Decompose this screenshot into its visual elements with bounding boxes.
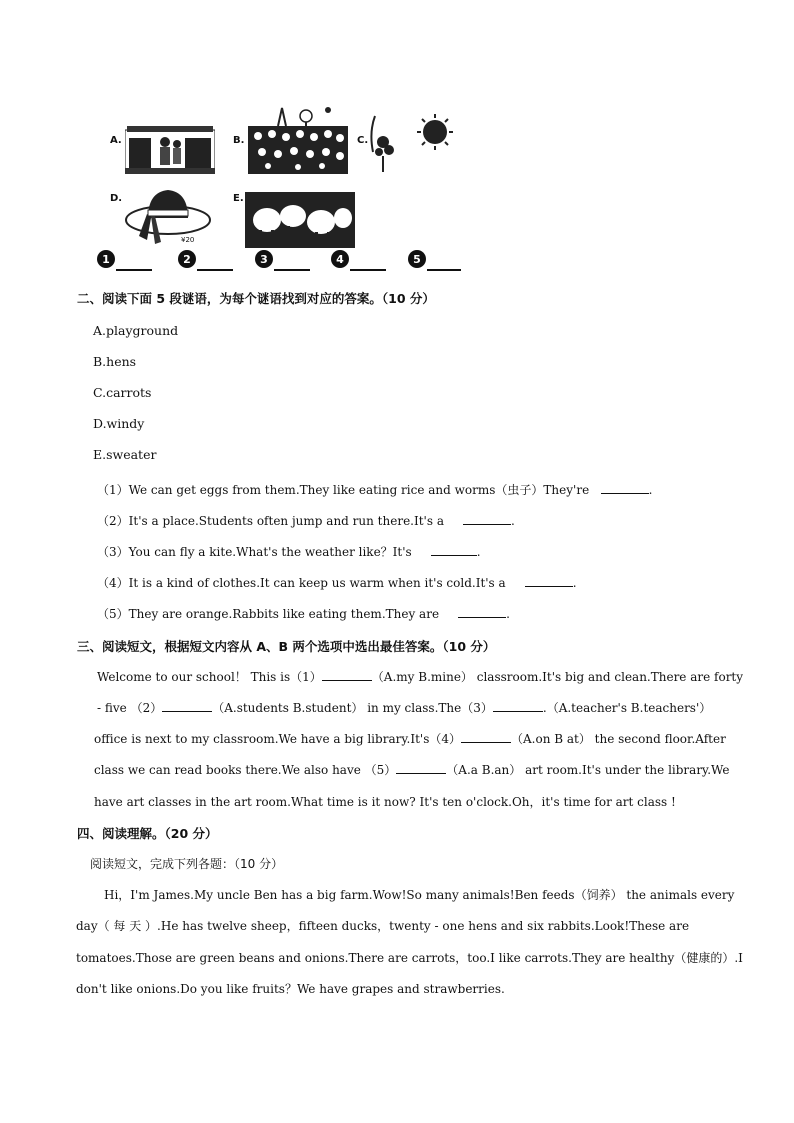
passage-text: Welcome to our school！ This is（1） bbox=[97, 670, 322, 684]
hat-picture bbox=[123, 184, 213, 254]
section3-heading: 三、阅读短文，根据短文内容从 A、B 两个选项中选出最佳答案。（10 分） bbox=[77, 639, 496, 654]
riddle-number: （3） bbox=[97, 545, 129, 559]
picture-label-b: B. bbox=[233, 135, 245, 146]
sheep-picture bbox=[245, 192, 355, 248]
answer-number-3: 3 bbox=[255, 250, 273, 268]
answer-number-4: 4 bbox=[331, 250, 349, 268]
answer-blank-3[interactable] bbox=[274, 269, 310, 271]
riddle-answer-blank[interactable] bbox=[601, 481, 649, 494]
answer-blank-1[interactable] bbox=[116, 269, 152, 271]
option-b: B.hens bbox=[93, 354, 137, 369]
price-tag: ¥20 bbox=[181, 236, 195, 244]
riddle-text: You can fly a kite.What's the weather like？It's bbox=[128, 545, 412, 559]
riddle-3 bbox=[97, 543, 481, 560]
riddle-end: . bbox=[506, 607, 510, 621]
option-a: A.playground bbox=[93, 323, 179, 338]
passage-text: （A.on B at） the second floor.After bbox=[511, 732, 726, 746]
passage-text: .（A.teacher's B.teachers'） bbox=[542, 701, 712, 715]
riddle-answer-blank[interactable] bbox=[463, 512, 511, 525]
riddle-answer-blank[interactable] bbox=[525, 574, 573, 587]
riddle-4 bbox=[97, 574, 577, 591]
answer-number-2: 2 bbox=[178, 250, 196, 268]
passage-line-3 bbox=[94, 730, 726, 747]
reading-line-3: tomatoes.Those are green beans and onions.There are carrots，too.I like carrots.They are healthy（健康的）.I bbox=[76, 951, 743, 965]
riddle-text: We can get eggs from them.They like eating rice and worms（虫子）They're bbox=[128, 483, 590, 497]
passage-line-1 bbox=[97, 668, 743, 685]
riddle-2 bbox=[97, 512, 515, 529]
riddle-answer-blank[interactable] bbox=[431, 543, 477, 556]
section2-heading: 二、阅读下面 5 段谜语，为每个谜语找到对应的答案。（10 分） bbox=[77, 291, 435, 306]
answer-blank-2[interactable] bbox=[197, 269, 233, 271]
cloze-blank-4[interactable] bbox=[461, 730, 511, 743]
reading-line-1: Hi，I'm James.My uncle Ben has a big farm.Wow!So many animals!Ben feeds（饲养） the animals every bbox=[104, 888, 735, 902]
picture-panel bbox=[95, 100, 475, 280]
windy-picture bbox=[365, 112, 465, 172]
riddle-number: （2） bbox=[97, 514, 129, 528]
passage-text: class we can read books there.We also have （5） bbox=[94, 763, 397, 777]
option-d: D.windy bbox=[93, 416, 145, 431]
passage-line-4 bbox=[94, 761, 730, 778]
section4-subheading: 阅读短文，完成下列各题：（10 分） bbox=[90, 857, 284, 871]
riddle-text: It is a kind of clothes.It can keep us warm when it's cold.It's a bbox=[128, 576, 506, 590]
riddle-number: （5） bbox=[97, 607, 129, 621]
passage-line-2 bbox=[97, 699, 711, 716]
passage-text: - five （2） bbox=[97, 701, 163, 715]
cloze-blank-1[interactable] bbox=[322, 668, 372, 681]
answer-blank-4[interactable] bbox=[350, 269, 386, 271]
picture-label-e: E. bbox=[233, 193, 244, 204]
riddle-1 bbox=[97, 481, 652, 498]
riddle-text: It's a place.Students often jump and run there.It's a bbox=[128, 514, 444, 528]
passage-text: office is next to my classroom.We have a big library.It's（4） bbox=[94, 732, 461, 746]
answer-number-5: 5 bbox=[408, 250, 426, 268]
riddle-number: （4） bbox=[97, 576, 129, 590]
picture-label-a: A. bbox=[110, 135, 122, 146]
riddle-end: . bbox=[572, 576, 577, 590]
riddle-number: （1） bbox=[97, 483, 129, 497]
passage-line-5: have art classes in the art room.What time is it now? It's ten o'clock.Oh，it's time for art class ! bbox=[94, 795, 676, 809]
cloze-blank-5[interactable] bbox=[396, 761, 446, 774]
riddle-end: . bbox=[648, 483, 653, 497]
passage-text: （A.a B.an） art room.It's under the library.We bbox=[446, 763, 730, 777]
riddle-end: . bbox=[511, 514, 515, 528]
passage-text: （A.my B.mine） classroom.It's big and clean.There are forty bbox=[371, 670, 744, 684]
picture-label-d: D. bbox=[110, 193, 123, 204]
answer-blank-5[interactable] bbox=[427, 269, 461, 271]
riddle-text: They are orange.Rabbits like eating them.They are bbox=[128, 607, 440, 621]
option-e: E.sweater bbox=[93, 447, 157, 462]
picture-label-c: C. bbox=[357, 135, 369, 146]
passage-text: （A.students B.student） in my class.The（3） bbox=[212, 701, 493, 715]
hens-picture bbox=[248, 104, 348, 174]
playground-picture bbox=[125, 124, 215, 174]
answer-number-1: 1 bbox=[97, 250, 115, 268]
riddle-end: . bbox=[476, 545, 481, 559]
riddle-answer-blank[interactable] bbox=[458, 605, 506, 618]
reading-line-4: don't like onions.Do you like fruits？We have grapes and strawberries. bbox=[76, 982, 505, 996]
riddle-5 bbox=[97, 605, 510, 622]
reading-line-2: day（ 每 天 ）.He has twelve sheep，fifteen ducks，twenty - one hens and six rabbits.Look!These are bbox=[76, 919, 690, 933]
cloze-blank-2[interactable] bbox=[162, 699, 212, 712]
option-c: C.carrots bbox=[93, 385, 152, 400]
section4-heading: 四、阅读理解。（20 分） bbox=[77, 826, 218, 841]
cloze-blank-3[interactable] bbox=[493, 699, 543, 712]
